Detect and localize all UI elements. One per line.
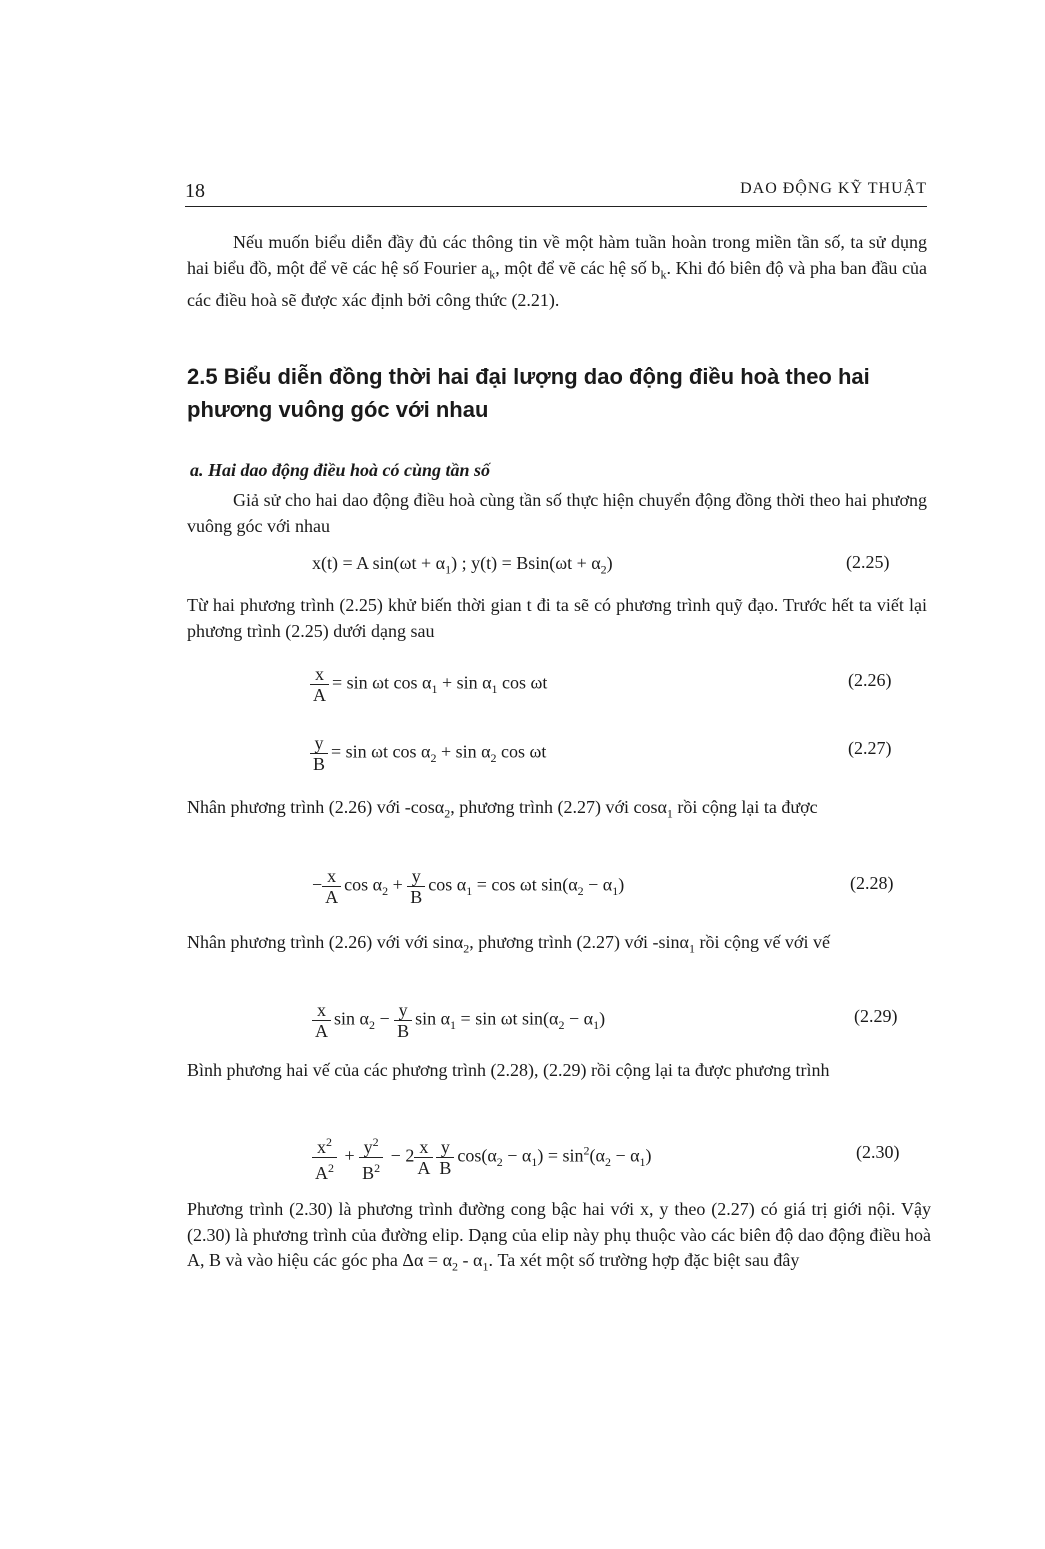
equation-2-25: x(t) = A $\sin(\omega t + \alpha_1)$ ; $y(t) = Bsin(\omega t + \alpha_2)$: [312, 553, 613, 577]
paragraph-2: Từ hai phương trình (2.25) khử biến thời gian t đi ta sẽ có phương trình quỹ đạo. Trước hết ta viết lại phương trình (2.25) dưới dạng sau: [187, 595, 927, 641]
paragraph-6: Phương trình (2.30) là phương trình đường cong bậc hai với x, y theo (2.27) có giá trị giới nội. Vậy (2.30) là phương trình của đường elip. Dạng của elip này phụ thuộc vào các biên độ dao động điều hoà A, B và vào hiệu các góc pha $\Delta\alpha = \alpha_2 - \alpha_1$. Ta xét một số trường hợp đặc biệt sau đây: [187, 1199, 931, 1274]
paragraph-5: Bình phương hai vế của các phương trình (2.28), (2.29) rồi cộng lại ta được phương trình: [187, 1060, 830, 1080]
equation-number-2-30: (2.30): [856, 1142, 900, 1162]
page-number: 18: [185, 180, 205, 202]
intro-paragraph: Nếu muốn biểu diễn đầy đủ các thông tin về một hàm tuần hoàn trong miền tần số, ta sử dụng hai biểu đồ, một để vẽ các hệ số Fourier $a_k$, một để vẽ các hệ số $b_k$. Khi đó biên độ và pha ban đầu của các điều hoà sẽ được xác định bởi công thức (2.21).: [187, 232, 927, 310]
equation-2-30: $\frac{x^2}{A^2}$ + $\frac{y^2}{B^2}$ − 2 $\frac{x}{A}$ $\frac{y}{B}$ $\cos(\alpha_2 - \alpha_1) = \sin^2(\alpha_2 - \alpha_1)$: [312, 1132, 652, 1183]
subsection-heading: a. Hai dao động điều hoà có cùng tần số: [190, 460, 491, 480]
page-header: [185, 176, 927, 207]
equation-2-29: $\frac{x}{A}$ $\sin \alpha_2$ − $\frac{y}{B}$ $\sin \alpha_1 = \sin \omega t$ $\sin(\alpha_2 - \alpha_1)$: [312, 1000, 605, 1041]
equation-number-2-26: (2.26): [848, 670, 892, 690]
equation-number-2-27: (2.27): [848, 738, 892, 758]
equation-number-2-28: (2.28): [850, 873, 894, 893]
equation-2-28: − $\frac{x}{A}$ $\cos \alpha_2$ + $\frac{y}{B}$ $\cos \alpha_1 = \cos \omega t$ $\sin(\alpha_2 - \alpha_1)$: [312, 866, 625, 907]
equation-2-27: $\frac{y}{B}$ = sin ωt $\cos \alpha_2 + \sin \alpha_2$ cos ωt: [310, 733, 546, 774]
equation-number-2-29: (2.29): [854, 1006, 898, 1026]
running-title: DAO ĐỘNG KỸ THUẬT: [740, 180, 927, 197]
equation-2-26: $\frac{x}{A}$ = sin ωt $\cos \alpha_1 + \sin \alpha_1$ cos ωt: [310, 664, 547, 705]
section-heading: 2.5 Biểu diễn đồng thời hai đại lượng dao động điều hoà theo hai phương vuông góc với nhau: [187, 364, 870, 422]
paragraph-4: Nhân phương trình (2.26) với với sinα$_2$, phương trình (2.27) với -sinα$_1$ rồi cộng vế với vế: [187, 932, 830, 956]
paragraph-1: Giả sử cho hai dao động điều hoà cùng tần số thực hiện chuyển động đồng thời theo hai phương vuông góc với nhau: [187, 490, 927, 536]
paragraph-3: Nhân phương trình (2.26) với -cosα$_2$, phương trình (2.27) với cosα$_1$ rồi cộng lại ta được: [187, 797, 818, 821]
equation-number-2-25: (2.25): [846, 552, 890, 572]
